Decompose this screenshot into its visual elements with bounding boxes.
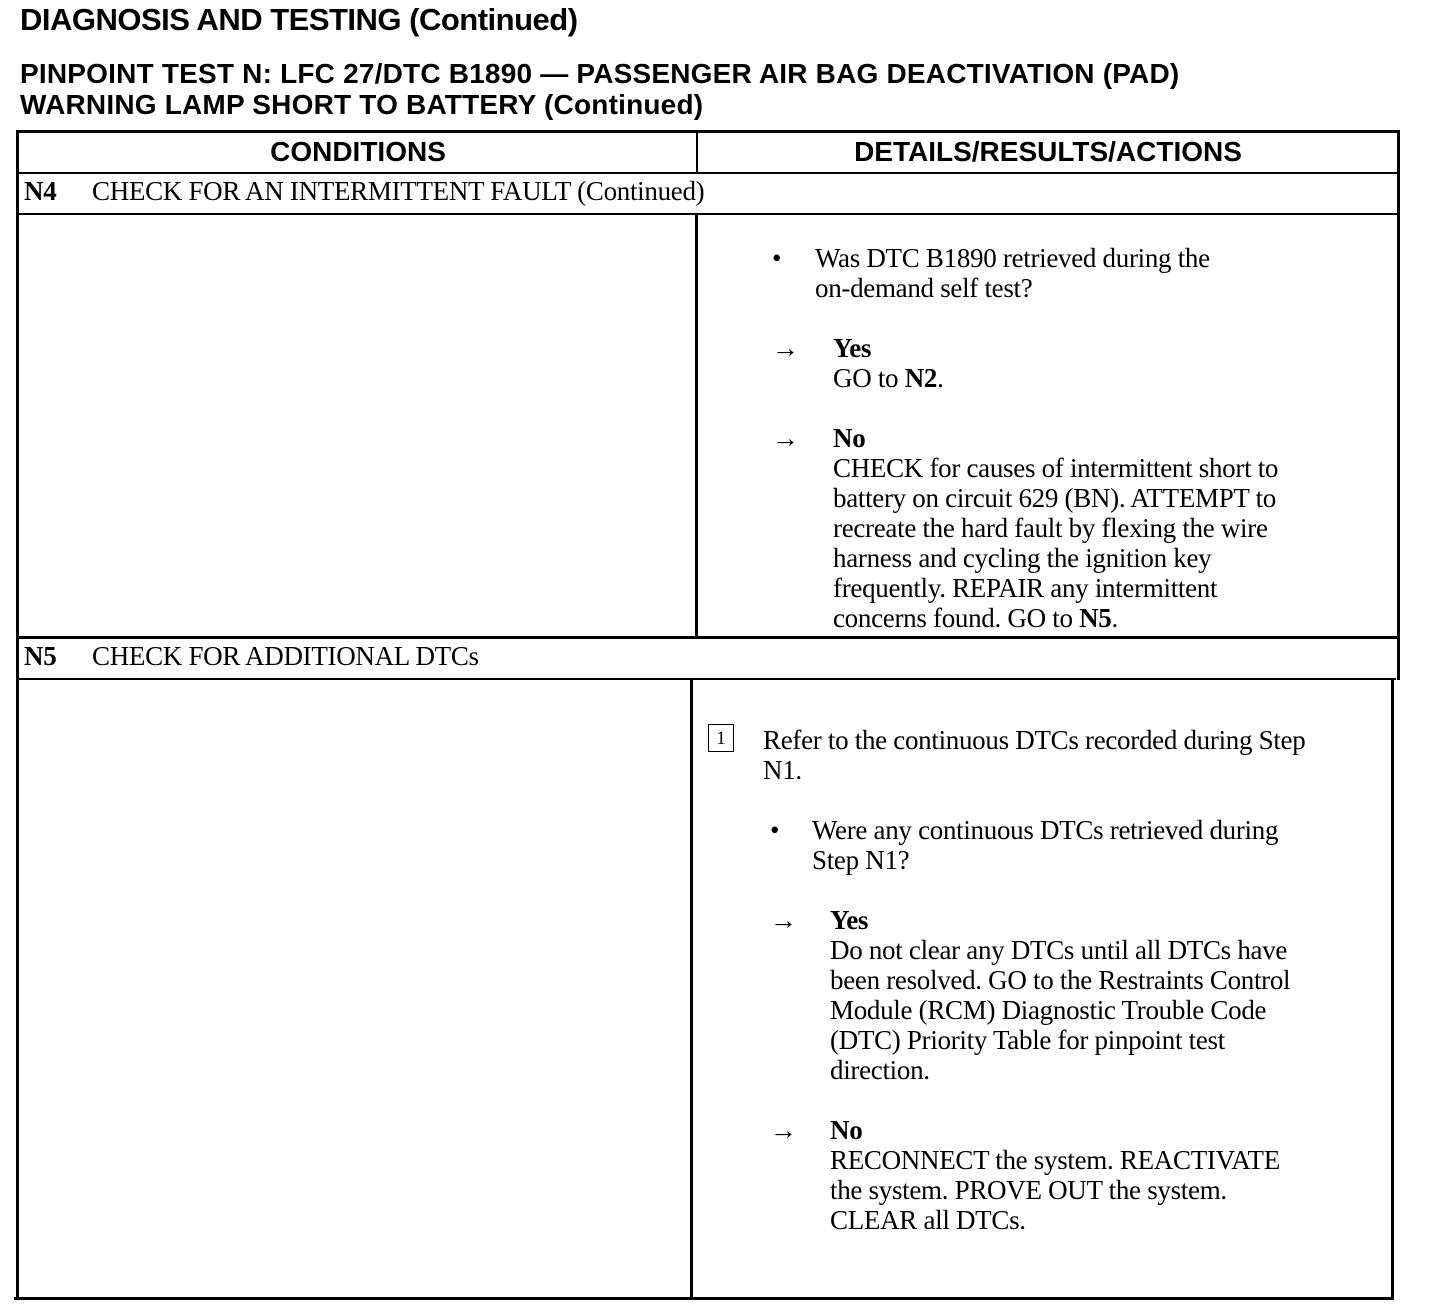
arrow-right-icon: → [772,423,799,453]
n4-no-line4: harness and cycling the ignition key [833,543,1212,573]
arrow-right-icon: → [770,1115,797,1145]
n4-no-line5: frequently. REPAIR any intermittent [833,573,1218,603]
n4-question-line2: on-demand self test? [815,273,1033,303]
arrow-right-icon: → [772,333,799,363]
test-title-line2: WARNING LAMP SHORT TO BATTERY (Continued) [20,89,704,120]
details-column-header: DETAILS/RESULTS/ACTIONS [854,136,1242,167]
n5-yes-line5: direction. [830,1055,930,1085]
n5-step-line2: N1. [763,755,802,785]
n5-step-instruction [763,725,1305,785]
n5-yes-line2: been resolved. GO to the Restraints Control [830,965,1291,995]
n4-yes-result [833,333,944,393]
n5-step-line1: Refer to the continuous DTCs recorded during Step [763,725,1306,755]
n4-no-line6: concerns found. GO to N5. [833,603,1118,633]
step-row-n4 [24,176,704,207]
n4-no-line2: battery on circuit 629 (BN). ATTEMPT to [833,483,1276,513]
n5-title-separator [16,678,1396,680]
arrow-right-icon: → [770,905,797,935]
n4-question [815,243,1210,303]
n4-yes-label: Yes [833,333,872,363]
bullet-icon: • [770,815,780,845]
n5-no-result [830,1115,1280,1235]
n5-yes-line3: Module (RCM) Diagnostic Trouble Code [830,995,1267,1025]
test-title-line1: PINPOINT TEST N: LFC 27/DTC B1890 — PASSENGER AIR BAG DEACTIVATION (PAD) [20,58,1180,89]
n4-no-line3: recreate the hard fault by flexing the wire [833,513,1268,543]
n4-title-separator [16,213,1400,215]
step-id-n5: N5 [24,641,57,671]
n5-question [812,815,1278,875]
column-divider-n5 [690,678,693,1300]
step-title-n5: CHECK FOR ADDITIONAL DTCs [92,641,479,671]
step-row-n5 [24,641,479,672]
n4-yes-ref: N2 [904,363,938,393]
n4-no-result [833,423,1278,633]
n5-top-separator [16,636,1400,639]
n4-no-line1: CHECK for causes of intermittent short to [833,453,1279,483]
n5-no-line2: the system. PROVE OUT the system. [830,1175,1227,1205]
n5-question-line1: Were any continuous DTCs retrieved during [812,815,1279,845]
n4-no-ref: N5 [1079,603,1112,633]
n5-yes-line4: (DTC) Priority Table for pinpoint test [830,1025,1225,1055]
n5-no-label: No [830,1115,863,1145]
n5-yes-line1: Do not clear any DTCs until all DTCs have [830,935,1288,965]
n4-yes-action: GO to N2. [833,363,944,393]
n5-no-line1: RECONNECT the system. REACTIVATE [830,1145,1280,1175]
n5-question-line2: Step N1? [812,845,910,875]
header-row-separator [16,172,1400,174]
n4-no-label: No [833,423,866,453]
pinpoint-test-title [20,58,1179,120]
conditions-column-header: CONDITIONS [270,136,446,167]
n5-yes-label: Yes [830,905,869,935]
step-title-n4: CHECK FOR AN INTERMITTENT FAULT (Continued) [92,176,705,206]
n4-question-line1: Was DTC B1890 retrieved during the [815,243,1210,273]
step-id-n4: N4 [24,176,57,206]
table-right-border-lower [1391,678,1394,1300]
column-divider-n4 [695,213,698,639]
table-bottom-border [14,1297,1394,1300]
n5-yes-result [830,905,1290,1085]
step-number-box: 1 [708,724,734,752]
table-left-border [16,130,19,1300]
n5-no-line3: CLEAR all DTCs. [830,1205,1026,1235]
section-title: DIAGNOSIS AND TESTING (Continued) [20,2,578,37]
table-top-border [16,130,1400,133]
bullet-icon: • [772,243,782,273]
